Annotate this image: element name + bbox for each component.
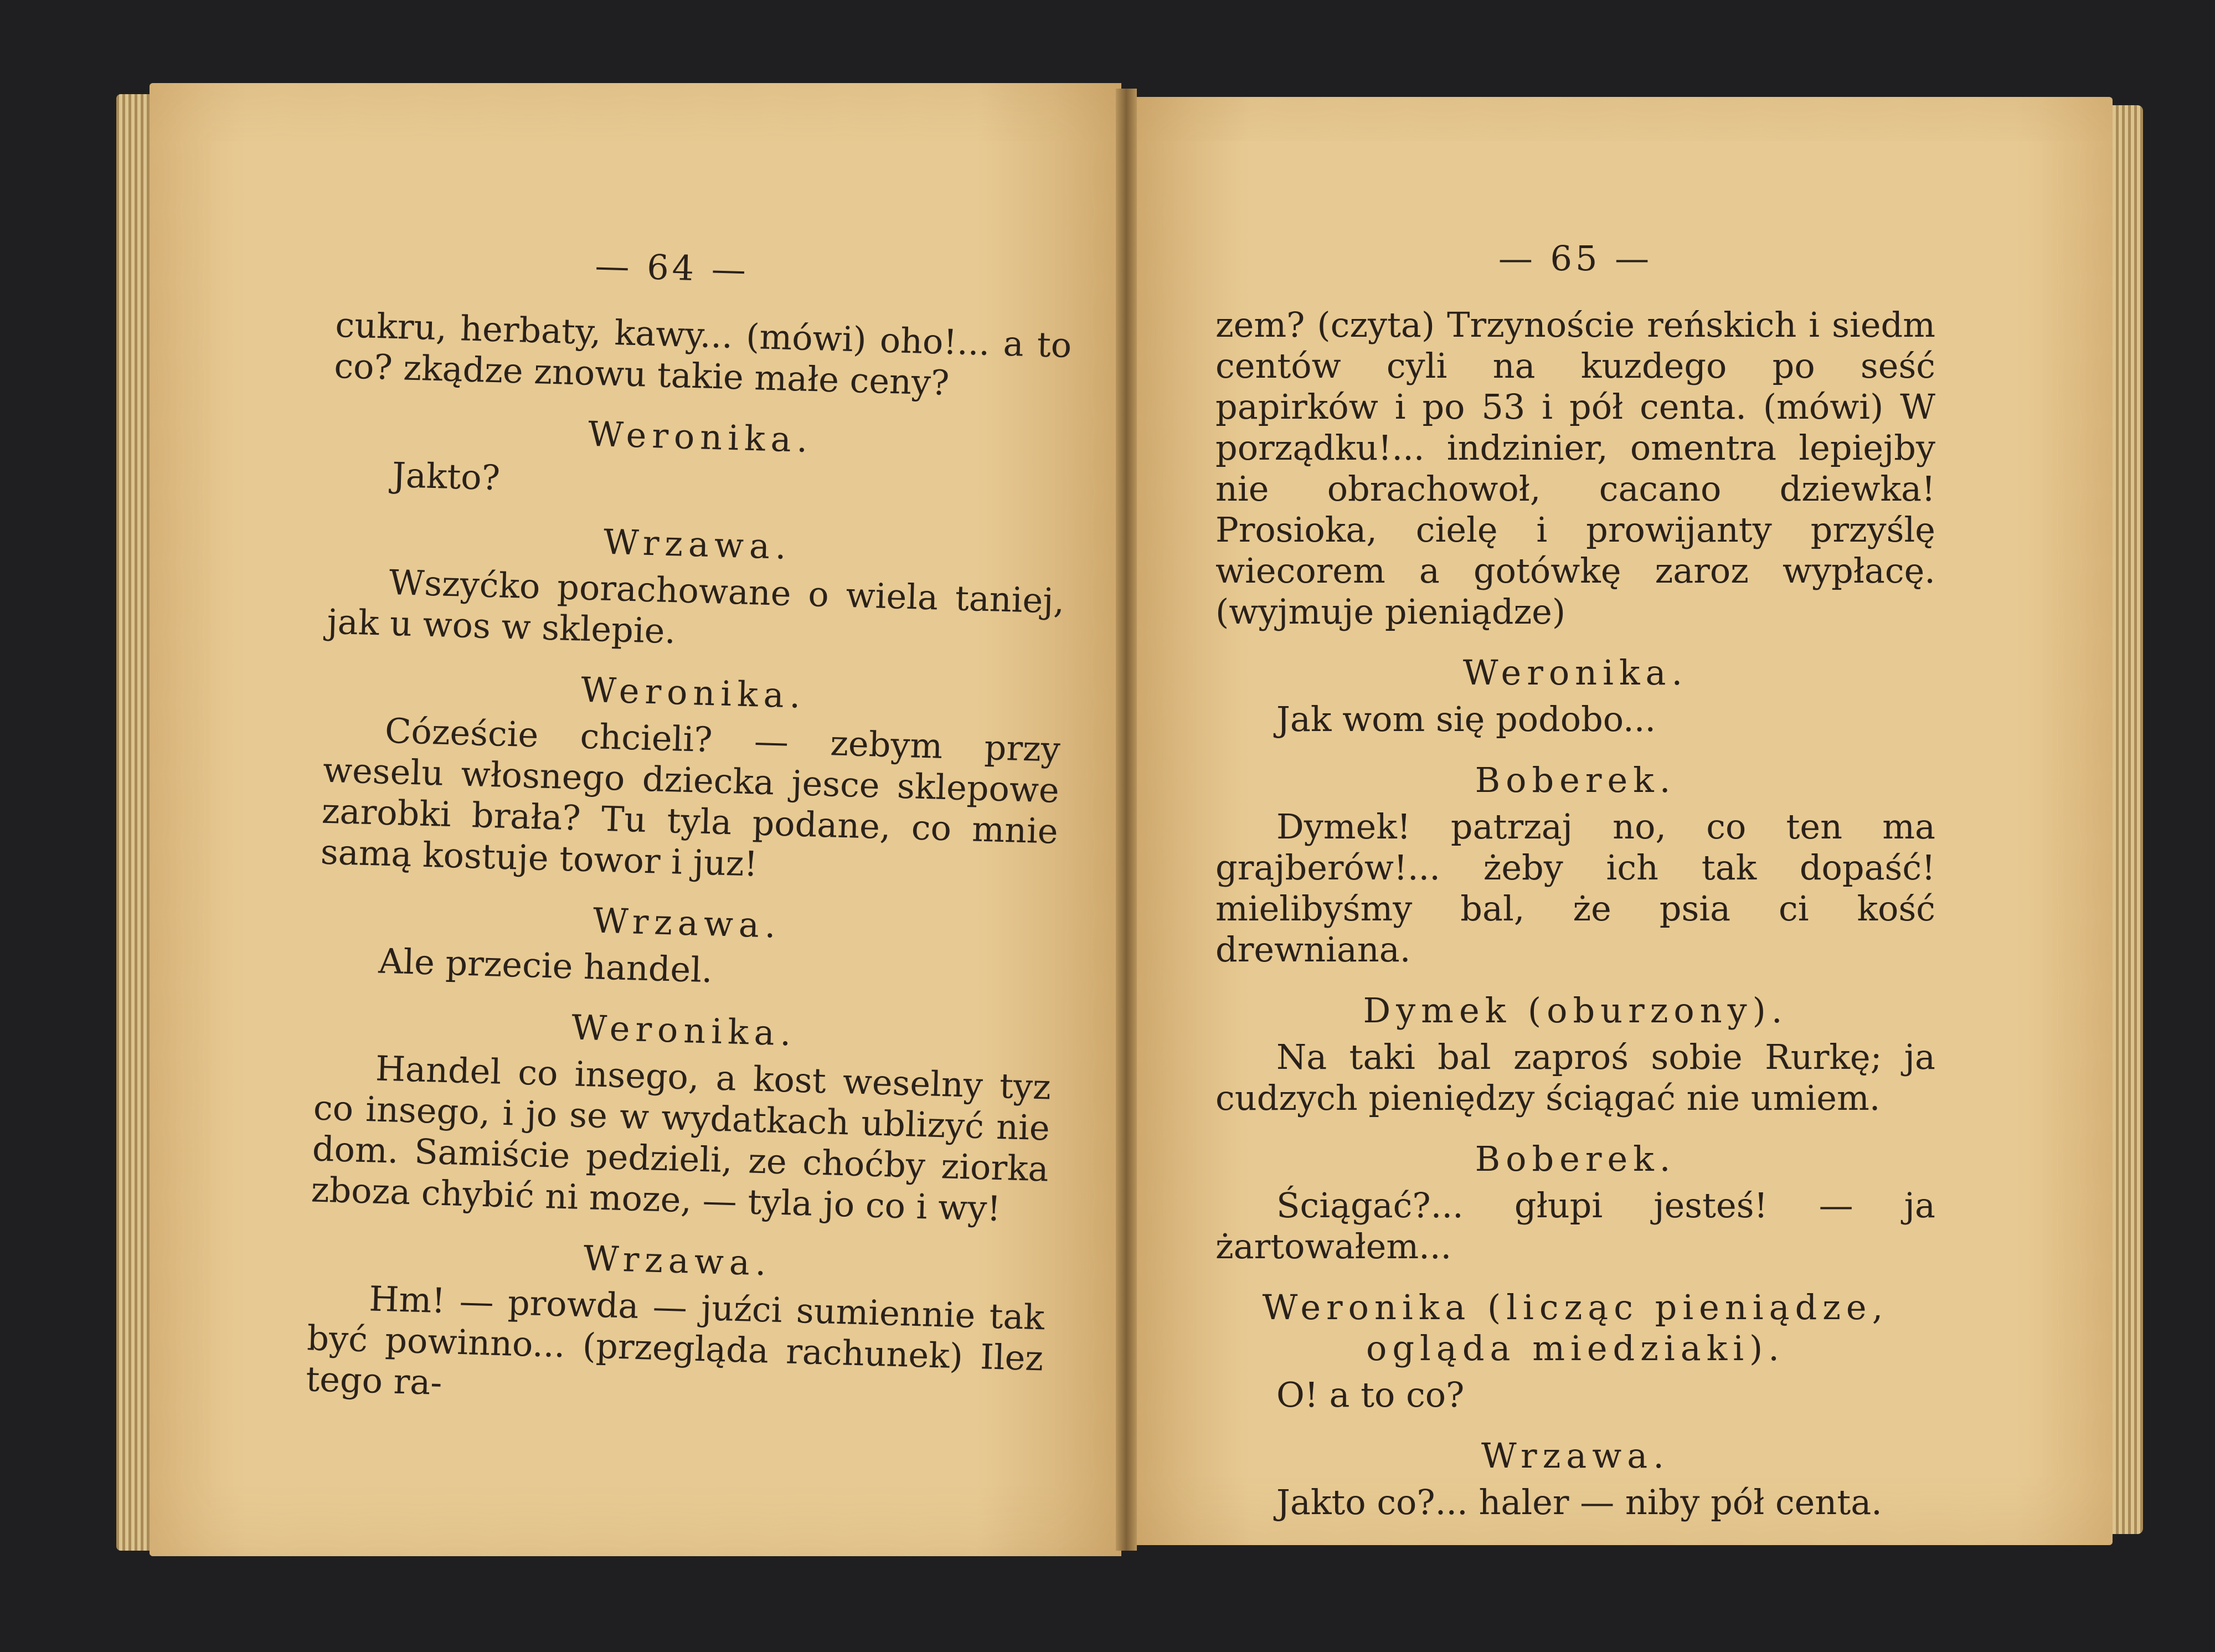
- text-block: Na taki bal zaproś sobie Rurkę; ja cudzych pieniędzy ściągać nie umiem.: [1215, 1037, 1935, 1118]
- text-block: Handel co insego, a kost weselny tyz co insego, i jo se w wydatkach ublizyć nie dom. Samiście pedzieli, ze choćby ziorka zboza chybić ni moze, — tyla jo co i wy!: [310, 1048, 1052, 1229]
- text-block: Ale przecie handel.: [378, 940, 713, 991]
- text-block: O! a to co?: [1276, 1375, 1465, 1415]
- text-block: Jakto co?... haler — niby pół centa.: [1276, 1482, 1882, 1522]
- text-block: Cózeście chcieli? — zebym przy weselu włosnego dziecka jesce sklepowe zarobki brała? Tu tyla podane, co mnie samą kostuje towor i juz!: [320, 710, 1061, 884]
- speaker-name: Wrzawa.: [592, 900, 782, 946]
- right-page-text: [1215, 238, 1935, 1523]
- text-block: cukru, herbaty, kawy... (mówi) oho!... a to co? zkądze znowu takie małe ceny?: [333, 304, 1073, 403]
- speaker-name: Boberek.: [1475, 760, 1676, 800]
- speaker-name: Wrzawa.: [583, 1238, 772, 1284]
- speaker-name: Weronika (licząc pieniądze, ogląda miedziaki).: [1262, 1287, 1889, 1368]
- page-number-left: — 64 —: [594, 245, 750, 290]
- text-block: Jakto?: [392, 454, 501, 498]
- text-block: Dymek! patrzaj no, co ten ma grajberów!... żeby ich tak dopaść! mielibyśmy bal, że psia ci kość drewniana.: [1215, 806, 1935, 970]
- speaker-name: Weronika.: [588, 413, 814, 461]
- speaker-name: Dymek (oburzony).: [1363, 990, 1788, 1031]
- text-block: Hm! — prowda — juźci sumiennie tak być powinno... (przegląda rachunek) Ilez tego ra-: [305, 1278, 1045, 1403]
- speaker-name: Wrzawa.: [602, 521, 792, 568]
- speaker-name: Weronika.: [1462, 652, 1688, 693]
- speaker-name: Weronika.: [580, 669, 807, 716]
- book-gutter: [1116, 89, 1137, 1551]
- left-page-text: [305, 238, 1074, 1420]
- speaker-name: Wrzawa.: [1481, 1435, 1670, 1476]
- text-block: zem? (czyta) Trzynoście reńskich i siedm centów cyli na kuzdego po seść papirków i po 53 i pół centa. (mówi) W porządku!... indzinier, omentra lepiejby nie obrachowoł, cacano dziewka! Prosioka, cielę i prowijanty przyślę wiecorem a gotówkę zaroz wypłacę. (wyjmuje pieniądze): [1215, 305, 1935, 632]
- text-block: Ściągać?... głupi jesteś! — ja żartowałem...: [1215, 1185, 1935, 1267]
- speaker-name: Boberek.: [1475, 1139, 1676, 1179]
- speaker-name: Weronika.: [571, 1007, 797, 1054]
- page-number-right: — 65 —: [1498, 238, 1653, 279]
- text-block: Wszyćko porachowane o wiela taniej, jak u wos w sklepie.: [326, 562, 1065, 652]
- text-block: Jak wom się podobo...: [1276, 699, 1656, 739]
